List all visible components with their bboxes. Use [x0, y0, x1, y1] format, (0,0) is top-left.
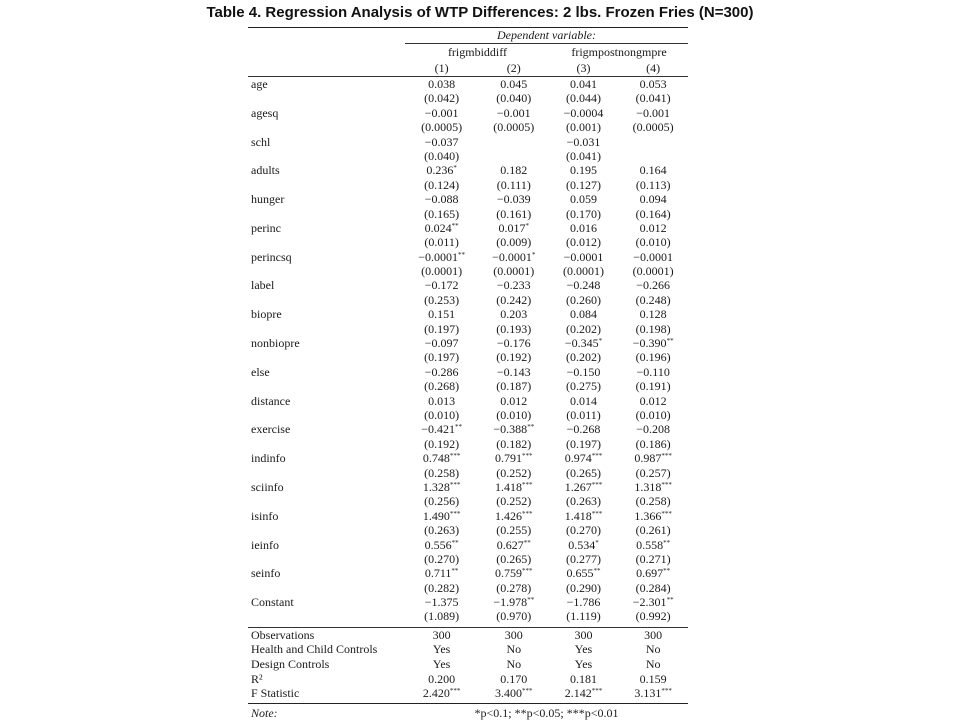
table-cell: (0.042) — [424, 91, 460, 106]
table-cell: −1.786 — [566, 595, 601, 610]
standard-error-row — [248, 581, 688, 595]
table-cell: 0.556** — [424, 537, 459, 552]
table-cell: 0.012 — [639, 393, 667, 408]
table-cell: (0.0005) — [632, 120, 674, 135]
dependent-variable-label: Dependent variable: — [497, 28, 596, 42]
table-cell: (0.001) — [565, 120, 601, 135]
table-cell: 0.655** — [566, 566, 601, 581]
table-cell — [479, 149, 549, 163]
table-cell: (0.268) — [424, 379, 460, 394]
table-title: Table 4. Regression Analysis of WTP Differences: 2 lbs. Frozen Fries (N=300) — [206, 4, 754, 21]
table-cell: (0.011) — [566, 407, 601, 422]
table-cell: 0.558** — [636, 537, 671, 552]
table-cell: −0.0004 — [563, 105, 604, 120]
table-cell: (0.271) — [635, 551, 671, 566]
table-cell: −0.248 — [566, 278, 601, 293]
table-cell: (0.202) — [565, 350, 601, 365]
variable-name: perinc — [251, 220, 281, 235]
table-cell: (0.009) — [496, 235, 532, 250]
table-cell: 300 — [504, 627, 523, 642]
standard-error-row — [248, 609, 688, 623]
table-cell: −0.390** — [632, 336, 674, 351]
table-cell: −0.0001 — [633, 249, 674, 264]
table-cell: 0.059 — [569, 192, 597, 207]
standard-error-row — [248, 350, 688, 364]
table-cell: (0.0005) — [421, 120, 463, 135]
table-cell: (0.263) — [565, 494, 601, 509]
table-cell: (0.186) — [635, 436, 671, 451]
standard-error-row — [248, 408, 688, 422]
table-cell: (0.992) — [635, 609, 671, 624]
variable-name: agesq — [251, 105, 279, 120]
variable-name: Constant — [251, 595, 294, 610]
table-cell: (0.170) — [565, 206, 601, 221]
table-cell: 0.534* — [568, 537, 599, 552]
table-cell: (0.161) — [496, 206, 532, 221]
table-cell: (0.187) — [496, 379, 532, 394]
standard-error-row — [248, 293, 688, 307]
standard-error-row — [248, 264, 688, 278]
table-cell: (0.191) — [635, 379, 671, 394]
variable-name-spacer — [248, 149, 404, 163]
note-label: Note: — [251, 705, 278, 720]
variable-name-spacer — [248, 120, 404, 134]
regression-table — [248, 27, 688, 722]
table-cell: 0.711** — [424, 566, 459, 581]
standard-error-row — [248, 552, 688, 566]
table-cell: (0.257) — [635, 465, 671, 480]
table-cell: −0.143 — [496, 364, 531, 379]
table-cell: (0.252) — [496, 494, 532, 509]
table-cell: (0.261) — [635, 523, 671, 538]
variable-name: schl — [251, 134, 271, 149]
table-cell: −0.150 — [566, 364, 601, 379]
table-cell: (0.192) — [496, 350, 532, 365]
table-cell: 0.084 — [569, 307, 597, 322]
table-cell: 1.490*** — [422, 508, 461, 523]
variable-name: seinfo — [251, 566, 281, 581]
table-cell: −0.001 — [496, 105, 531, 120]
table-cell: 0.200 — [428, 671, 456, 686]
coefficient-row — [248, 480, 688, 494]
variable-name-spacer — [248, 322, 404, 336]
variable-name-spacer — [248, 552, 404, 566]
variable-name: indinfo — [251, 451, 286, 466]
table-cell: (0.113) — [635, 177, 671, 192]
table-cell: −0.345* — [564, 336, 603, 351]
table-cell: 0.627** — [496, 537, 531, 552]
table-cell: 300 — [574, 627, 593, 642]
table-cell: 0.012 — [639, 220, 667, 235]
standard-error-row — [248, 379, 688, 393]
table-cell: (0.044) — [565, 91, 601, 106]
statistic-row — [248, 657, 688, 672]
table-cell: (0.192) — [424, 436, 460, 451]
table-cell: (0.265) — [565, 465, 601, 480]
table-cell: 0.974*** — [564, 451, 603, 466]
variable-name: distance — [251, 393, 291, 408]
table-cell: 0.791*** — [495, 451, 533, 466]
coefficient-row — [248, 307, 688, 321]
standard-error-row — [248, 207, 688, 221]
table-cell: 0.016 — [569, 220, 597, 235]
table-cell: No — [506, 657, 522, 672]
table-cell: (0.010) — [496, 407, 532, 422]
table-cell: 3.400*** — [495, 686, 533, 701]
table-cell: (0.111) — [496, 177, 531, 192]
standard-error-row — [248, 235, 688, 249]
table-cell: 0.017* — [498, 220, 530, 235]
dependent-group-2: frigmpostnongmpre — [571, 45, 667, 59]
standard-error-row — [248, 494, 688, 508]
table-cell: (0.197) — [424, 350, 460, 365]
coefficient-row — [248, 163, 688, 177]
column-header: (1) — [434, 61, 449, 75]
dependent-variable-header — [248, 28, 688, 43]
coefficient-row — [248, 595, 688, 609]
table-cell: 0.045 — [500, 77, 528, 91]
table-cell: 0.041 — [569, 77, 597, 91]
variable-name-spacer — [248, 91, 404, 105]
table-cell: (1.089) — [424, 609, 460, 624]
coefficient-row — [248, 192, 688, 206]
table-cell: No — [645, 657, 661, 672]
table-cell: (0.124) — [424, 177, 460, 192]
table-cell: (0.0001) — [632, 264, 674, 279]
table-cell: Yes — [574, 642, 593, 657]
table-cell: 0.759*** — [495, 566, 533, 581]
standard-error-row — [248, 120, 688, 134]
table-cell: (0.0005) — [493, 120, 535, 135]
dependent-group-1: frigmbiddiff — [447, 45, 508, 59]
variable-name: nonbiopre — [251, 336, 300, 351]
variable-name: exercise — [251, 422, 291, 437]
table-cell: 0.024** — [424, 220, 459, 235]
variable-name: hunger — [251, 192, 285, 207]
table-cell: −0.268 — [566, 422, 601, 437]
table-cell: −2.301** — [632, 595, 674, 610]
coefficient-rows — [248, 77, 688, 624]
variable-name-spacer — [248, 466, 404, 480]
table-cell: Yes — [574, 657, 593, 672]
coefficient-row — [248, 422, 688, 436]
table-cell: 1.366*** — [634, 508, 672, 523]
table-cell: (0.970) — [496, 609, 532, 624]
table-cell: (0.258) — [635, 494, 671, 509]
table-cell: 1.418*** — [495, 479, 533, 494]
variable-name-spacer — [248, 350, 404, 364]
table-cell: −0.039 — [496, 192, 531, 207]
variable-name: ieinfo — [251, 537, 279, 552]
table-cell: (0.242) — [496, 292, 532, 307]
table-cell: 1.267*** — [564, 479, 603, 494]
dependent-groups-row — [248, 44, 688, 60]
statistic-name: Health and Child Controls — [251, 642, 378, 657]
table-cell: −0.001 — [636, 105, 671, 120]
table-cell: (0.277) — [565, 551, 601, 566]
standard-error-row — [248, 322, 688, 336]
table-cell: 0.203 — [500, 307, 528, 322]
table-cell: (0.193) — [496, 321, 532, 336]
coefficient-row — [248, 365, 688, 379]
table-cell: 0.094 — [639, 192, 667, 207]
standard-error-row — [248, 91, 688, 105]
table-cell: 0.182 — [500, 163, 528, 178]
table-cell: 0.013 — [428, 393, 456, 408]
table-cell: 0.128 — [639, 307, 667, 322]
table-cell: −0.266 — [636, 278, 671, 293]
table-cell: No — [645, 642, 661, 657]
table-cell: (0.202) — [565, 321, 601, 336]
table-cell: (0.127) — [565, 177, 601, 192]
table-cell: −0.233 — [496, 278, 531, 293]
table-cell: (0.278) — [496, 580, 532, 595]
statistic-name: Design Controls — [251, 657, 330, 672]
table-cell: (0.198) — [635, 321, 671, 336]
table-cell: 0.195 — [569, 163, 597, 178]
table-cell: 0.748*** — [422, 451, 461, 466]
table-cell: 1.318*** — [634, 479, 672, 494]
table-cell: (0.0001) — [562, 264, 604, 279]
standard-error-row — [248, 178, 688, 192]
coefficient-row — [248, 135, 688, 149]
table-cell: −0.0001* — [492, 249, 536, 264]
table-cell: (0.275) — [565, 379, 601, 394]
table-cell: 1.328*** — [422, 479, 461, 494]
coefficient-row — [248, 451, 688, 465]
table-cell: (0.164) — [635, 206, 671, 221]
table-cell: 0.236* — [426, 163, 457, 178]
variable-name-spacer — [248, 581, 404, 595]
column-numbers-row — [248, 60, 688, 76]
statistics-rows — [248, 628, 688, 701]
table-cell: Yes — [432, 642, 451, 657]
table-cell: −0.031 — [566, 134, 601, 149]
table-cell: (0.040) — [496, 91, 532, 106]
statistic-name: F Statistic — [251, 686, 300, 701]
table-cell: Yes — [432, 657, 451, 672]
coefficient-row — [248, 336, 688, 350]
statistic-row — [248, 686, 688, 701]
table-cell: 300 — [644, 627, 663, 642]
table-cell: −0.088 — [424, 192, 459, 207]
variable-name-spacer — [248, 523, 404, 537]
table-cell: (0.196) — [635, 350, 671, 365]
table-cell: (0.197) — [424, 321, 460, 336]
table-cell: (0.256) — [424, 494, 460, 509]
table-cell: 0.181 — [569, 671, 597, 686]
statistic-row — [248, 628, 688, 643]
table-cell: −0.001 — [424, 105, 459, 120]
variable-name: label — [251, 278, 275, 293]
table-cell: (1.119) — [566, 609, 601, 624]
variable-name: perincsq — [251, 249, 292, 264]
statistic-name: R² — [251, 671, 263, 686]
table-cell: 0.151 — [428, 307, 456, 322]
variable-name: isinfo — [251, 508, 279, 523]
table-cell: −0.037 — [424, 134, 459, 149]
table-cell: −0.176 — [496, 336, 531, 351]
table-cell: 0.014 — [569, 393, 597, 408]
table-cell: −1.978** — [493, 595, 535, 610]
variable-name-spacer — [248, 494, 404, 508]
table-cell: (0.012) — [565, 235, 601, 250]
table-cell: −0.421** — [421, 422, 463, 437]
variable-name-spacer — [248, 207, 404, 221]
table-cell: (0.197) — [565, 436, 601, 451]
table-cell: 1.418*** — [564, 508, 603, 523]
coefficient-row — [248, 538, 688, 552]
standard-error-row — [248, 523, 688, 537]
table-cell: 0.170 — [500, 671, 528, 686]
variable-name: adults — [251, 163, 280, 178]
column-header: (2) — [506, 61, 521, 75]
table-cell: −0.286 — [424, 364, 459, 379]
table-cell: (0.252) — [496, 465, 532, 480]
variable-name-spacer — [248, 379, 404, 393]
table-cell: (0.040) — [424, 148, 460, 163]
table-cell: 2.420*** — [422, 686, 461, 701]
table-cell: (0.270) — [565, 523, 601, 538]
table-cell: 0.987*** — [634, 451, 672, 466]
table-cell: (0.010) — [635, 235, 671, 250]
variable-name: else — [251, 364, 270, 379]
table-cell: −0.0001** — [418, 249, 466, 264]
standard-error-row — [248, 466, 688, 480]
variable-name-spacer — [248, 408, 404, 422]
table-cell: (0.248) — [635, 292, 671, 307]
table-cell: −0.0001 — [563, 249, 604, 264]
table-cell: −0.097 — [424, 336, 459, 351]
coefficient-row — [248, 566, 688, 580]
variable-name: biopre — [251, 307, 282, 322]
table-cell: −0.172 — [424, 278, 459, 293]
coefficient-row — [248, 509, 688, 523]
coefficient-row — [248, 278, 688, 292]
table-cell: (0.0001) — [493, 264, 535, 279]
table-cell: −0.208 — [636, 422, 671, 437]
table-cell: No — [506, 642, 522, 657]
table-cell: (0.282) — [424, 580, 460, 595]
table-cell: (0.010) — [635, 407, 671, 422]
column-header: (4) — [646, 61, 661, 75]
coefficient-row — [248, 250, 688, 264]
variable-name: sciinfo — [251, 479, 284, 494]
table-cell: (0.270) — [424, 551, 460, 566]
statistic-name: Observations — [251, 627, 315, 642]
table-cell: 0.053 — [639, 77, 667, 91]
table-cell: −0.388** — [493, 422, 535, 437]
table-cell: (0.010) — [424, 407, 460, 422]
variable-name: age — [251, 77, 268, 91]
table-cell: (0.284) — [635, 580, 671, 595]
column-header: (3) — [576, 61, 591, 75]
table-cell: (0.182) — [496, 436, 532, 451]
variable-name-spacer — [248, 437, 404, 451]
table-cell: 0.038 — [428, 77, 456, 91]
table-cell: (0.165) — [424, 206, 460, 221]
table-cell: 2.142*** — [564, 686, 603, 701]
table-cell: 300 — [432, 627, 451, 642]
table-cell — [618, 149, 688, 163]
table-cell: (0.041) — [565, 148, 601, 163]
variable-name-spacer — [248, 293, 404, 307]
variable-name-spacer — [248, 609, 404, 623]
table-cell: (0.290) — [565, 580, 601, 595]
table-cell: (0.263) — [424, 523, 460, 538]
table-cell: (0.265) — [496, 551, 532, 566]
table-cell: 0.164 — [639, 163, 667, 178]
table-cell: 1.426*** — [495, 508, 533, 523]
table-cell: (0.258) — [424, 465, 460, 480]
table-cell: (0.0001) — [421, 264, 463, 279]
coefficient-row — [248, 77, 688, 91]
variable-name-spacer — [248, 178, 404, 192]
table-cell: (0.041) — [635, 91, 671, 106]
table-cell: 0.697** — [636, 566, 671, 581]
coefficient-row — [248, 221, 688, 235]
table-cell: −1.375 — [424, 595, 459, 610]
standard-error-row — [248, 149, 688, 163]
table-cell: (0.255) — [496, 523, 532, 538]
table-cell: 0.159 — [639, 671, 667, 686]
statistic-row — [248, 672, 688, 687]
table-cell — [618, 135, 688, 149]
table-cell: (0.011) — [424, 235, 459, 250]
table-cell: 3.131*** — [634, 686, 672, 701]
table-cell: 0.012 — [500, 393, 528, 408]
table-cell — [479, 135, 549, 149]
variable-name-spacer — [248, 235, 404, 249]
coefficient-row — [248, 394, 688, 408]
standard-error-row — [248, 437, 688, 451]
coefficient-row — [248, 106, 688, 120]
table-cell: −0.110 — [636, 364, 670, 379]
statistic-row — [248, 642, 688, 657]
note-row — [248, 704, 688, 722]
table-cell: (0.260) — [565, 292, 601, 307]
variable-name-spacer — [248, 264, 404, 278]
table-cell: (0.253) — [424, 292, 460, 307]
note-text: *p<0.1; **p<0.05; ***p<0.01 — [474, 705, 619, 720]
